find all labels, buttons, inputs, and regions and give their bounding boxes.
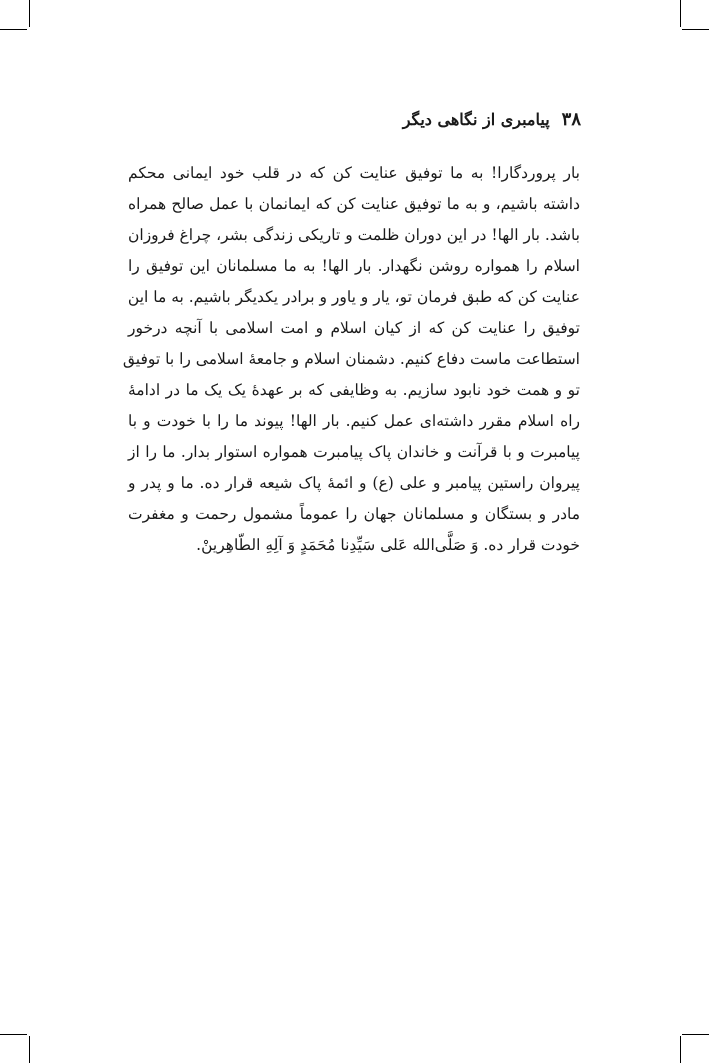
text-line: اسلام را همواره روشن نگهدار. بار الها! به ما مسلمانان این توفیق را (128, 257, 580, 275)
crop-mark (29, 0, 30, 27)
text-line: توفیق را عنایت کن که از کیان اسلام و امت اسلامی با آنچه درخور (128, 319, 580, 337)
text-line: تو و همت خود نابود سازیم. به وظایفی که بر عهدهٔ یک یک ما در ادامهٔ (128, 381, 580, 399)
text-line: استطاعت ماست دفاع کنیم. دشمنان اسلام و جامعهٔ اسلامی را با توفیق (122, 350, 580, 368)
crop-mark (680, 1036, 681, 1063)
running-title: پیامبری از نگاهی دیگر (402, 109, 550, 129)
text-line: باشد. بار الها! در این دوران ظلمت و تاریکی زندگی بشر، چراغ فروزان (128, 226, 580, 244)
crop-mark (0, 29, 27, 30)
crop-mark (29, 1036, 30, 1063)
text-line: مادر و بستگان و مسلمانان جهان را عموماً مشمول رحمت و مغفرت (128, 505, 580, 523)
crop-mark (682, 29, 709, 30)
page-header (131, 104, 581, 134)
text-line: خودت قرار ده. وَ صَلَّی‌الله عَلی سَیِّدِنا مُحَمَدٍ وَ آلِهِ الطّاهِرینْ. (196, 536, 580, 554)
text-line: بار پروردگارا! به ما توفیق عنایت کن که در قلب خود ایمانی محکم (128, 164, 580, 182)
crop-mark (682, 1034, 709, 1035)
text-line: داشته باشیم، و به ما توفیق عنایت کن که ایمانمان با عمل صالح همراه (128, 195, 580, 213)
text-line: راه اسلام مقرر داشته‌ای عمل کنیم. بار الها! پیوند ما را با خودت و با (128, 412, 580, 430)
crop-mark (0, 1034, 27, 1035)
page-number: ۳۸ (561, 108, 581, 130)
crop-mark (680, 0, 681, 27)
text-line: پیامبرت و با قرآنت و خاندان پاک پیامبرت همواره استوار بدار. ما را از (128, 443, 580, 461)
text-line: عنایت کن که طبق فرمان تو، یار و یاور و برادر یکدیگر باشیم. به ما این (127, 288, 580, 306)
body-paragraph (122, 158, 580, 561)
text-line: پیروان راستین پیامبر و علی (ع) و ائمهٔ پاک شیعه قرار ده. ما و پدر و (128, 474, 580, 492)
